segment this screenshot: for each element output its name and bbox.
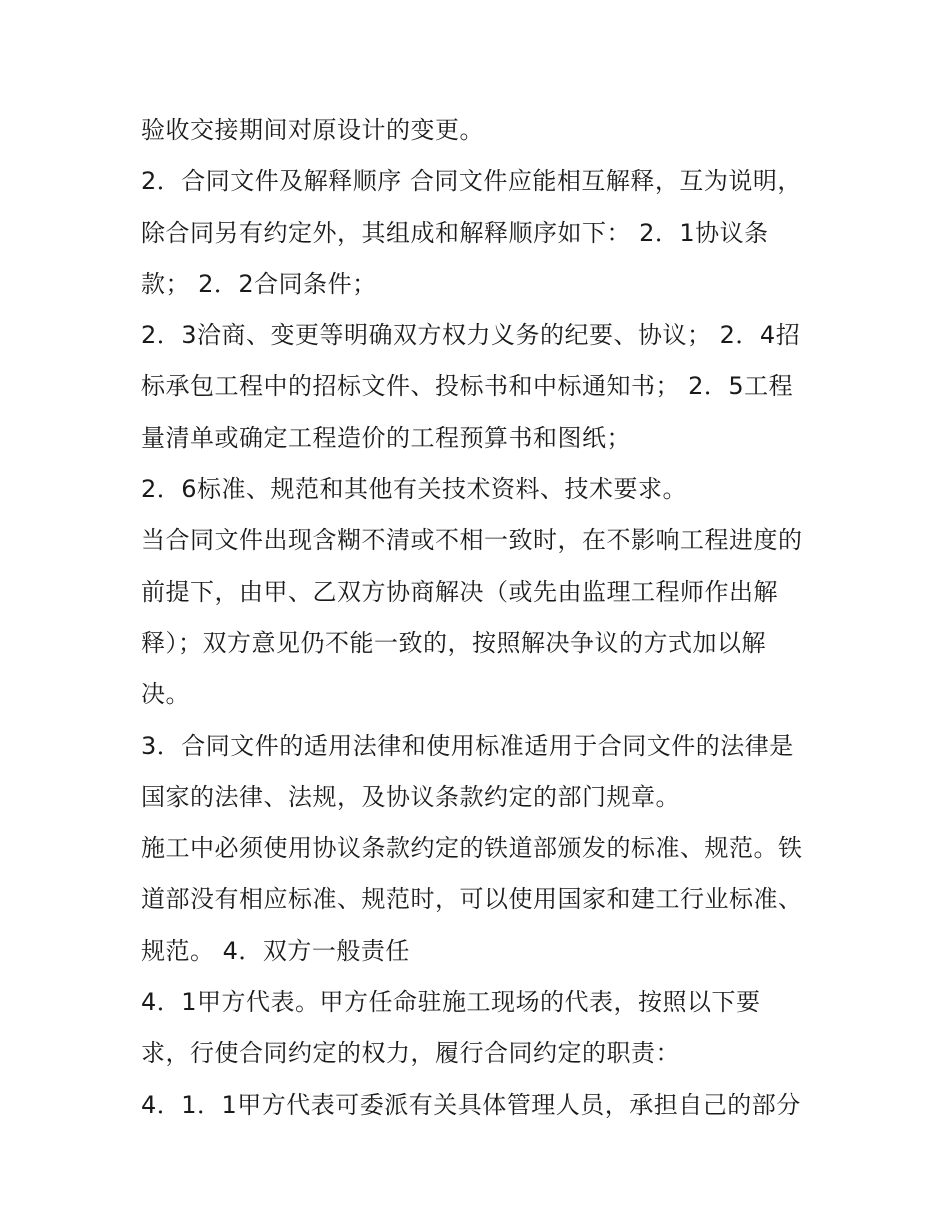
text-line: 决。 [141,680,190,709]
text-line: 规范。 4．双方一般责任 [141,936,410,965]
text-line: 4．1甲方代表。甲方任命驻施工现场的代表，按照以下要 [141,988,761,1017]
text-line: 2．合同文件及解释顺序 合同文件应能相互解释，互为说明， [141,167,802,196]
text-line: 4．1．1甲方代表可委派有关具体管理人员，承担自己的部分 [141,1090,801,1119]
text-line: 标承包工程中的招标文件、投标书和中标通知书； 2．5工程 [141,372,794,401]
text-line: 当合同文件出现含糊不清或不相一致时，在不影响工程进度的 [141,526,803,555]
text-line: 国家的法律、法规，及协议条款约定的部门规章。 [141,782,680,811]
document-body [141,105,821,1131]
text-line: 施工中必须使用协议条款约定的铁道部颁发的标准、规范。铁 [141,834,803,863]
text-line: 道部没有相应标准、规范时，可以使用国家和建工行业标准、 [141,885,803,914]
text-line: 除合同另有约定外，其组成和解释顺序如下： 2．1协议条 [141,218,769,247]
text-line: 2．6标准、规范和其他有关技术资料、技术要求。 [141,475,688,504]
text-line: 释）；双方意见仍不能一致的，按照解决争议的方式加以解 [141,628,766,657]
text-line: 2．3洽商、变更等明确双方权力义务的纪要、协议； 2．4招 [141,321,801,350]
text-line: 款； 2．2合同条件； [141,269,377,298]
text-line: 3．合同文件的适用法律和使用标准适用于合同文件的法律是 [141,731,794,760]
text-line: 量清单或确定工程造价的工程预算书和图纸； [141,423,631,452]
text-line: 求，行使合同约定的权力，履行合同约定的职责： [141,1039,680,1068]
text-line: 前提下，由甲、乙双方协商解决（或先由监理工程师作出解 [141,577,778,606]
text-line: 验收交接期间对原设计的变更。 [141,116,484,144]
